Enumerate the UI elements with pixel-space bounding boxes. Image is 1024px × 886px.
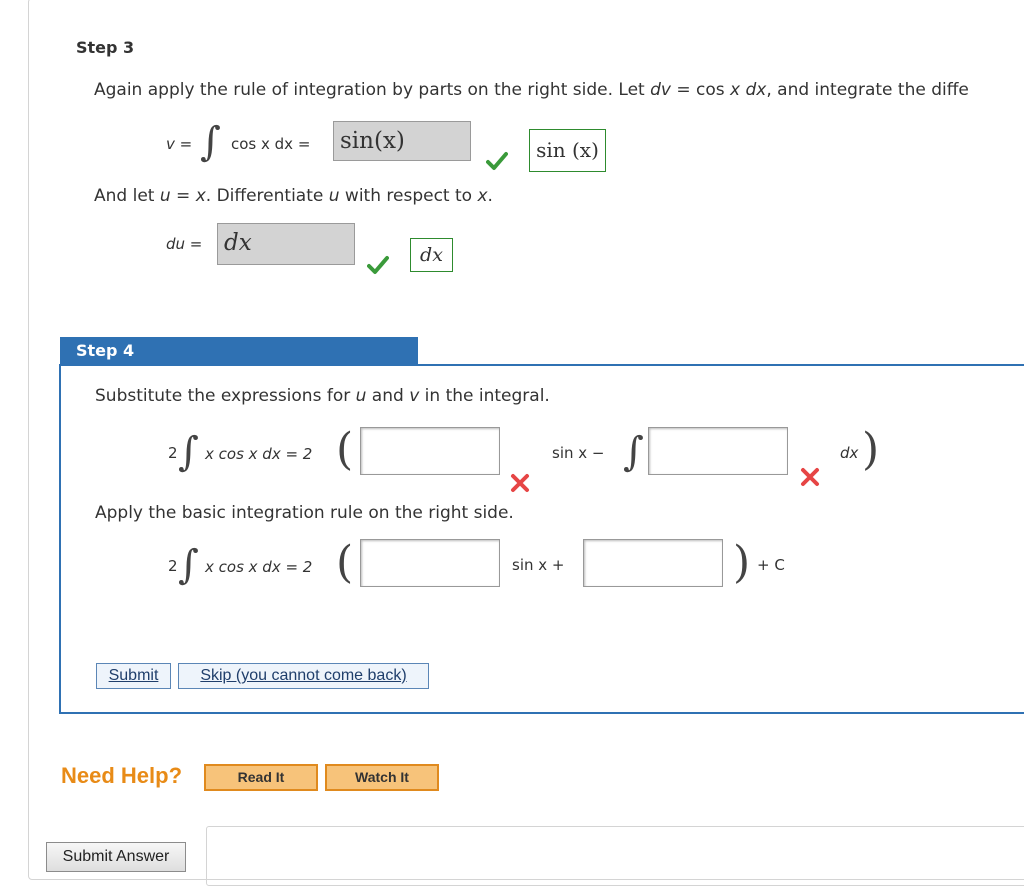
eq1-lhs: x cos x dx = 2: [205, 445, 313, 463]
step3-title: Step 3: [76, 38, 135, 57]
instruction-text: . Differentiate: [205, 186, 329, 206]
instruction-text: =: [170, 186, 196, 206]
instruction-text: Substitute the expressions for: [95, 386, 356, 406]
instruction-text: .: [487, 186, 493, 206]
integral-sign-icon: ∫: [200, 119, 221, 165]
instruction-var-x: x: [477, 186, 488, 206]
instruction-var-dx: dx: [745, 80, 767, 100]
instruction-var-u: u: [328, 186, 340, 206]
cross-icon: [509, 472, 531, 494]
step3-u-instruction: [94, 186, 493, 206]
instruction-text: = cos: [670, 80, 731, 100]
step4-title: Step 4: [60, 337, 418, 364]
apply-instruction: Apply the basic integration rule on the right side.: [95, 503, 514, 523]
right-paren-icon: ): [733, 537, 751, 588]
instruction-var-x: x: [195, 186, 206, 206]
instruction-var-dv: dv: [650, 80, 671, 100]
submit-step-button[interactable]: Submit: [96, 663, 171, 689]
v-integrand: cos x dx =: [231, 135, 311, 153]
eq2-coefficient: 2: [168, 557, 178, 575]
v-label: v =: [166, 135, 193, 153]
du-answer-input[interactable]: dx: [217, 223, 355, 265]
v-answer-input[interactable]: sin(x): [333, 121, 471, 161]
step4-header-rule: [418, 364, 1024, 366]
instruction-var-v: v: [409, 386, 420, 406]
eq2-coefficient-input[interactable]: [360, 539, 500, 587]
instruction-text: , and integrate the diffe: [766, 80, 969, 100]
step4-instruction: [95, 386, 550, 406]
instruction-text: in the integral.: [419, 386, 550, 406]
check-icon: [367, 254, 389, 276]
eq2-term-input[interactable]: [583, 539, 723, 587]
instruction-var-u: u: [355, 386, 367, 406]
need-help-heading: Need Help?: [61, 763, 183, 788]
instruction-text: And let: [94, 186, 160, 206]
du-label: du =: [166, 235, 203, 253]
eq1-middle: sin x −: [552, 444, 605, 462]
instruction-var-x: x: [730, 80, 741, 100]
integral-sign-icon: ∫: [178, 542, 199, 588]
eq2-lhs: x cos x dx = 2: [205, 558, 313, 576]
left-paren-icon: (: [336, 537, 354, 588]
watch-it-button[interactable]: Watch It: [325, 764, 439, 791]
instruction-var-u: u: [159, 186, 171, 206]
eq1-coefficient: 2: [168, 444, 178, 462]
instruction-text: and: [366, 386, 410, 406]
step3-instruction: [94, 80, 969, 100]
instruction-text: Again apply the rule of integration by parts on the right side. Let: [94, 80, 651, 100]
du-correct-answer: dx: [410, 238, 453, 272]
integral-sign-icon: ∫: [178, 429, 199, 475]
eq2-end: + C: [757, 556, 785, 574]
eq1-du-input[interactable]: [648, 427, 788, 475]
read-it-button[interactable]: Read It: [204, 764, 318, 791]
step4-panel: [59, 364, 1024, 714]
skip-step-button[interactable]: Skip (you cannot come back): [178, 663, 429, 689]
integral-sign-icon: ∫: [623, 429, 644, 475]
left-paren-icon: (: [336, 424, 354, 475]
right-paren-icon: ): [862, 424, 880, 475]
eq2-middle: sin x +: [512, 556, 565, 574]
eq1-u-input[interactable]: [360, 427, 500, 475]
eq1-end: dx: [840, 444, 859, 462]
check-icon: [486, 150, 508, 172]
bottom-panel: [206, 826, 1024, 886]
instruction-text: with respect to: [339, 186, 478, 206]
cross-icon: [799, 466, 821, 488]
v-correct-answer: sin (x): [529, 129, 606, 172]
submit-answer-button[interactable]: Submit Answer: [46, 842, 186, 872]
